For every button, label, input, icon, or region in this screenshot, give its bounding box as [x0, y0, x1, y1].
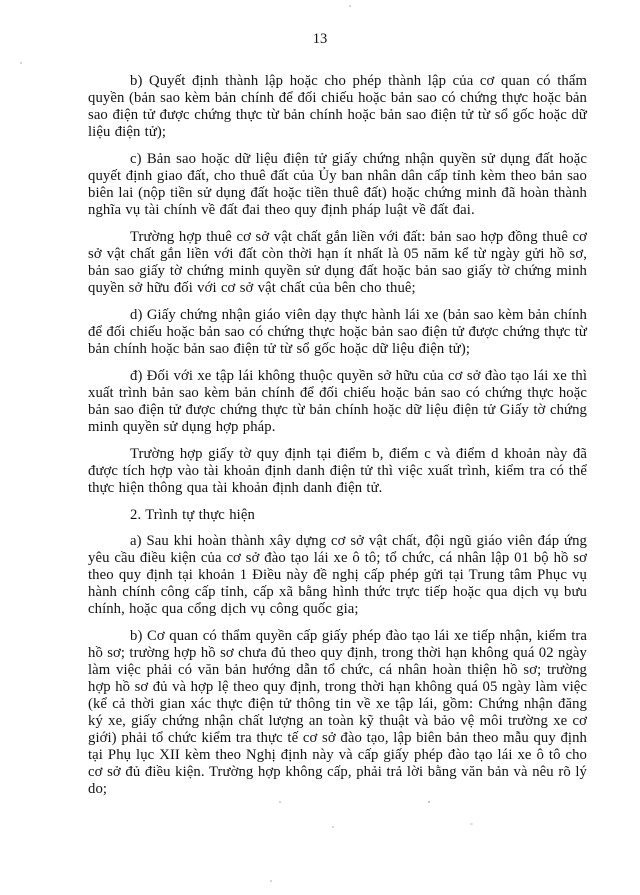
paragraph-point-a-submission: a) Sau khi hoàn thành xây dựng cơ sở vật chất, đội ngũ giáo viên đáp ứng yêu cầu điều kiện của cơ sở đào tạo lái xe ô tô; tổ chức, cá nhân lập 01 bộ hồ sơ theo quy định tại khoản 1 Điều này đề nghị cấp phép gửi tại Trung tâm Phục vụ hành chính công cấp tỉnh, cấp xã bằng hình thức trực tiếp hoặc qua dịch vụ bưu chính, hoặc qua cổng dịch vụ công quốc gia; [88, 533, 587, 617]
paragraph-point-dd-training-vehicles: đ) Đối với xe tập lái không thuộc quyền sở hữu của cơ sở đào tạo lái xe thì xuất trình bản sao kèm bản chính để đối chiếu hoặc bản sao có chứng thực hoặc bản sao điện tử được chứng thực từ bản chính hoặc dữ liệu điện tử Giấy tờ chứng minh quyền sử dụng hợp pháp. [88, 368, 587, 435]
paragraph-eid-integration-case: Trường hợp giấy tờ quy định tại điểm b, điểm c và điểm d khoản này đã được tích hợp vào tài khoản định danh điện tử thì việc xuất trình, kiểm tra có thể thực hiện thông qua tài khoản định danh điện tử. [88, 446, 587, 496]
scan-speck [428, 801, 430, 803]
paragraph-point-c-land-use-certificate: c) Bản sao hoặc dữ liệu điện tử giấy chứng nhận quyền sử dụng đất hoặc quyết định giao đất, cho thuê đất của Ủy ban nhân dân cấp tỉnh kèm theo bản sao biên lai (nộp tiền sử dụng đất hoặc tiền thuê đất) hoặc chứng minh đã hoàn thành nghĩa vụ tài chính về đất đai theo quy định pháp luật về đất đai. [88, 151, 587, 218]
scan-speck [349, 5, 351, 7]
scan-speck [270, 880, 272, 882]
document-body [88, 73, 587, 798]
section-2-heading: 2. Trình tự thực hiện [130, 507, 255, 523]
paragraph-point-d-instructor-certificate: d) Giấy chứng nhận giáo viên dạy thực hành lái xe (bản sao kèm bản chính để đối chiếu hoặc bản sao có chứng thực hoặc bản sao điện tử được chứng thực từ bản chính hoặc bản sao điện tử từ sổ gốc hoặc dữ liệu điện tử); [88, 307, 587, 357]
paragraph-leased-premises-case: Trường hợp thuê cơ sở vật chất gắn liền với đất: bản sao hợp đồng thuê cơ sở vật chất gắn liền với đất còn thời hạn ít nhất là 05 năm kể từ ngày gửi hồ sơ, bản sao giấy tờ chứng minh quyền sử dụng đất hoặc bản sao giấy tờ chứng minh quyền sở hữu đối với cơ sở vật chất của bên cho thuê; [88, 229, 587, 296]
paragraph-point-b-processing: b) Cơ quan có thẩm quyền cấp giấy phép đào tạo lái xe tiếp nhận, kiểm tra hồ sơ; trường hợp hồ sơ chưa đủ theo quy định, trong thời hạn không quá 02 ngày làm việc phải có văn bản hướng dẫn tổ chức, cá nhân hoàn thiện hồ sơ; trường hợp hồ sơ đủ và hợp lệ theo quy định, trong thời hạn không quá 05 ngày làm việc (kể cả thời gian xác thực điện tử thông tin về xe tập lái, gồm: Chứng nhận đăng ký xe, giấy chứng nhận chất lượng an toàn kỹ thuật và bảo vệ môi trường xe cơ giới) phải tổ chức kiểm tra thực tế cơ sở đào tạo, lập biên bản theo mẫu quy định tại Phụ lục XII kèm theo Nghị định này và cấp giấy phép đào tạo lái xe ô tô cho cơ sở đủ điều kiện. Trường hợp không cấp, phải trả lời bằng văn bản và nêu rõ lý do; [88, 628, 587, 797]
scan-speck [279, 801, 281, 803]
page-number: 13 [312, 31, 328, 47]
scan-speck [470, 823, 473, 825]
scan-speck [332, 826, 334, 828]
scan-speck [20, 62, 22, 64]
paragraph-point-b-establishment-decision: b) Quyết định thành lập hoặc cho phép thành lập của cơ quan có thẩm quyền (bản sao kèm bản chính để đối chiếu hoặc bản sao có chứng thực hoặc bản sao điện tử được chứng thực từ bản chính hoặc bản sao điện tử từ sổ gốc hoặc dữ liệu điện tử); [88, 73, 587, 140]
